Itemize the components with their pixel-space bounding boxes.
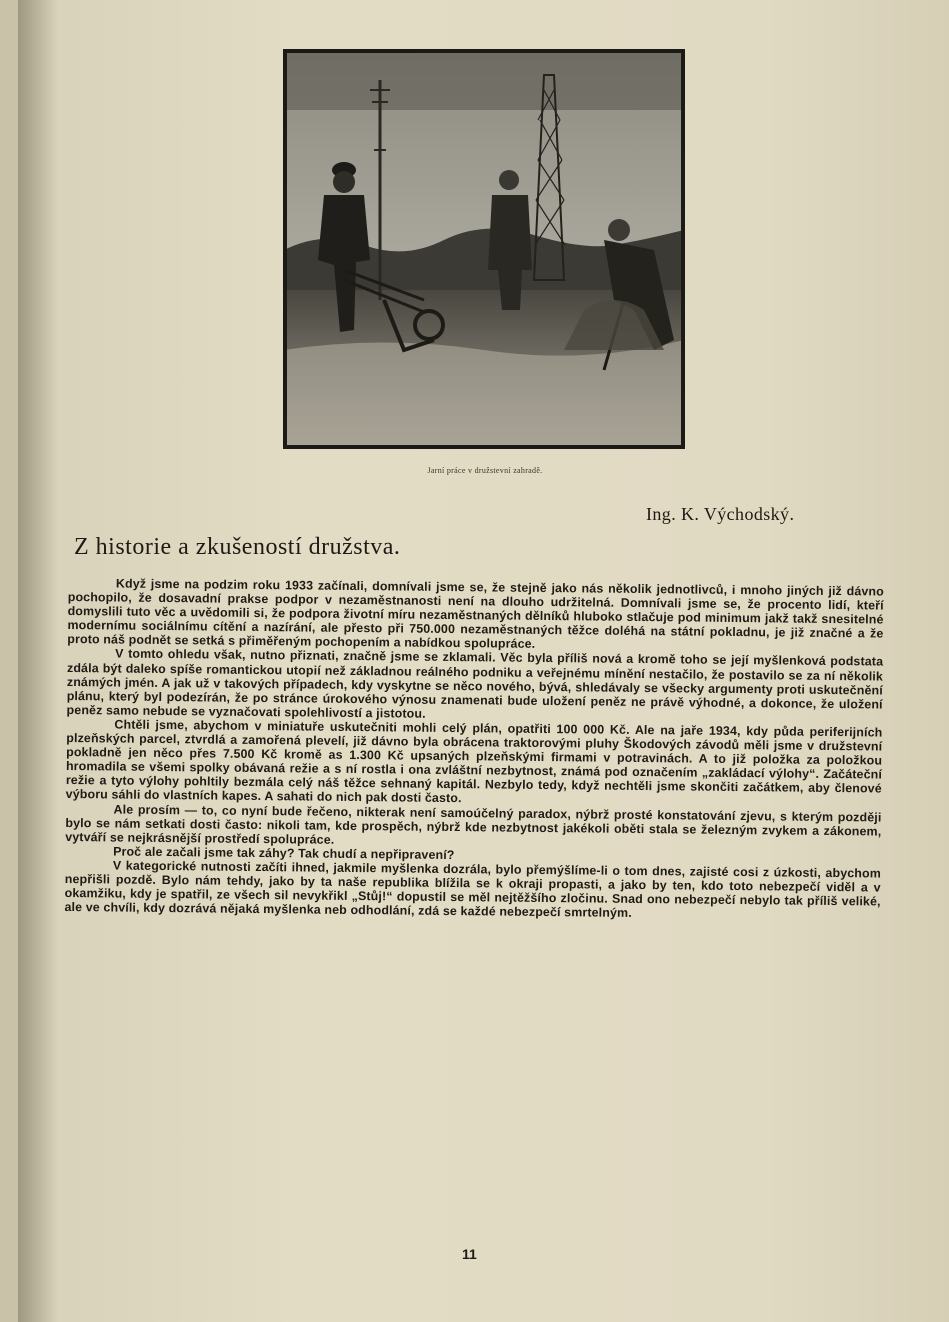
article-photo	[284, 50, 684, 448]
paragraph-3: Chtěli jsme, abychom v miniatuře uskutečniti mohli celý plán, opatřiti 100 000 Kč. Ale na jaře 1934, kdy půda periferijních plzeňských parcel, ztvrdlá a zamořená plevelí, již dávno byla obrácena traktorovými pluhy Škodových závodů měli jsme v družstevní pokladně jen něco přes 7.500 Kč kromě as 1.300 Kč upsaných plzeňskými firmami v potravinách. A to již položka za položkou hromadila se všemi spolky obávaná režie a s ní rostla i ona zvláštní nezbytnost, známá pod označením „zakládací výlohy“. Začáteční režie a tyto výlohy pohltily bezmála celý náš těžce sehnaný kapitál. Nezbylo tedy, když nechtěli jsme skončiti začátkem, aby členové výboru sáhli do vlastních kapes. A sahati do nich pak dosti často.	[65, 717, 883, 806]
photo-garden-work	[284, 50, 684, 448]
page-number: 11	[462, 1246, 477, 1262]
article-author: Ing. K. Východský.	[646, 504, 795, 524]
article-title: Z historie a zkušeností družstva.	[74, 534, 401, 561]
paragraph-1: Když jsme na podzim roku 1933 začínali, domnívali jsme se, že stejně jako nás několik jednotlivců, i mnoho jiných již dávno pochopilo, že dosavadní prakse podpor v nezaměstnanosti není na dlouho udržitelná. Domnívali jsme se, že procento lidí, kteří domyslili tuto věc a uvědomili si, že podpora životní míru nezaměstnaných dělníků hluboko stlačuje pod minimum jakž takž snesitelné modernímu sociálnímu cítění a nazírání, ale přesto při 750.000 nezaměstnaných těžce doléhá na státní pokladnu, je již značné a že proto náš podnět se setká s přiměřeným pochopením a nabídkou spolupráce.	[67, 576, 884, 652]
paragraph-6: V kategorické nutnosti začíti ihned, jakmile myšlenka dozrála, bylo přemýšlíme-li o tom dnes, zajisté cosi z úzkosti, abychom nepřišli pozdě. Bylo nám tehdy, jako by ta naše republika blížila se k okraji propasti, a jako by ten, kdo toto nebezpečí viděl a v okamžiku, kdy je spatřil, ze všech sil nevykřikl „Stůj!“ dopustil se měl nejtěžšího zločinu. Snad ono nebezpečí nebylo tak příliš veliké, ale ve chvíli, kdy dozrává nějaká myšlenka neb odhodlání, zdá se každé nebezpečí smrtelným.	[64, 858, 882, 921]
article-body	[64, 576, 883, 923]
paragraph-4: Ale prosím — to, co nyní bude řečeno, nikterak není samoúčelný paradox, nýbrž prosté konstatování zjevu, s kterým později bylo se nám setkati dosti často: nikoli tam, kde prospěch, nýbrž kde nezbytnost jakékoli oběti stala se železným zvykem a zákonem, vytváří se nejkrásnější prostředí spolupráce.	[65, 801, 882, 847]
page-edge-shadow	[18, 0, 58, 1322]
photo-caption: Jarní práce v družstevní zahradě.	[427, 466, 543, 475]
paragraph-5: Proč ale začali jsme tak záhy? Tak chudí a nepřipravení?	[113, 844, 455, 862]
paragraph-2: V tomto ohledu však, nutno přiznati, značně jsme se zklamali. Věc byla příliš nová a kromě toho se její myšlenková podstata zdála být daleko spíše romantickou utopií než základnou reálného podniku a veřejnému mínění nestačilo, že postavilo se za ní několik známých jmén. A jak už v takových případech, kdy vyskytne se něco nového, bývá, shledávaly se všecky argumenty proti uskutečnění plánu, který byl podezírán, že po stránce úrokového výnosu znamenati bude uložení peněz ne právě výhodné, a dokonce, že uložení peněz samo nebude se vyznačovati spolehlivostí a jistotou.	[66, 646, 884, 721]
